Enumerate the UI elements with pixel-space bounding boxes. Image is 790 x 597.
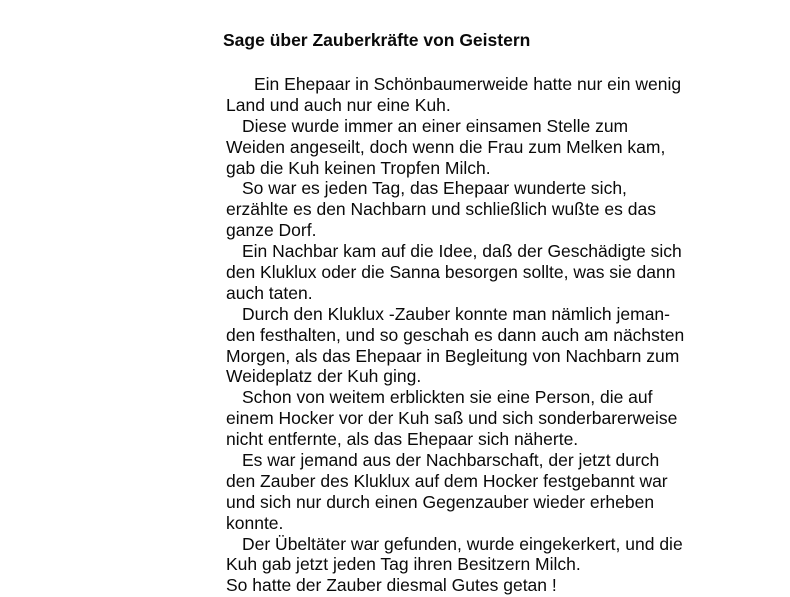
text-line: einem Hocker vor der Kuh saß und sich sonderbarerweise <box>226 408 678 429</box>
text-line: Durch den Kluklux -Zauber konnte man nämlich jeman- <box>242 303 670 324</box>
text-line: So hatte der Zauber diesmal Gutes getan ! <box>226 575 557 596</box>
text-line: den Kluklux oder die Sanna besorgen sollte, was sie dann <box>226 262 676 283</box>
text-line: konnte. <box>226 512 284 533</box>
text-line: Morgen, als das Ehepaar in Begleitung von Nachbarn zum <box>226 345 680 366</box>
text-line: Der Übeltäter war gefunden, wurde eingekerkert, und die <box>242 533 683 554</box>
text-line: auch taten. <box>226 282 313 303</box>
text-line: Es war jemand aus der Nachbarschaft, der jetzt durch <box>242 450 660 471</box>
text-line: Weideplatz der Kuh ging. <box>226 366 422 387</box>
text-line: Ein Nachbar kam auf die Idee, daß der Geschädigte sich <box>242 241 682 262</box>
text-line: nicht entfernte, als das Ehepaar sich näherte. <box>226 429 579 450</box>
story-text <box>226 74 696 596</box>
text-line: Diese wurde immer an einer einsamen Stelle zum <box>242 115 629 136</box>
text-line: Weiden angeseilt, doch wenn die Frau zum Melken kam, <box>226 136 666 157</box>
text-line: den Zauber des Kluklux auf dem Hocker festgebannt war <box>226 470 668 491</box>
text-line: gab die Kuh keinen Tropfen Milch. <box>226 157 491 178</box>
text-line: Kuh gab jetzt jeden Tag ihren Besitzern Milch. <box>226 554 581 575</box>
text-line: erzählte es den Nachbarn und schließlich wußte es das <box>226 199 656 220</box>
text-line: und sich nur durch einen Gegenzauber wieder erheben <box>226 491 655 512</box>
text-line: ganze Dorf. <box>226 220 317 241</box>
document-title: Sage über Zauberkräfte von Geistern <box>223 30 531 50</box>
text-line: Schon von weitem erblickten sie eine Person, die auf <box>242 387 653 408</box>
text-line: Ein Ehepaar in Schönbaumerweide hatte nur ein wenig <box>254 74 682 94</box>
text-line: So war es jeden Tag, das Ehepaar wunderte sich, <box>242 178 627 199</box>
text-line: den festhalten, und so geschah es dann auch am nächsten <box>226 324 685 345</box>
text-line: Land und auch nur eine Kuh. <box>226 94 451 115</box>
